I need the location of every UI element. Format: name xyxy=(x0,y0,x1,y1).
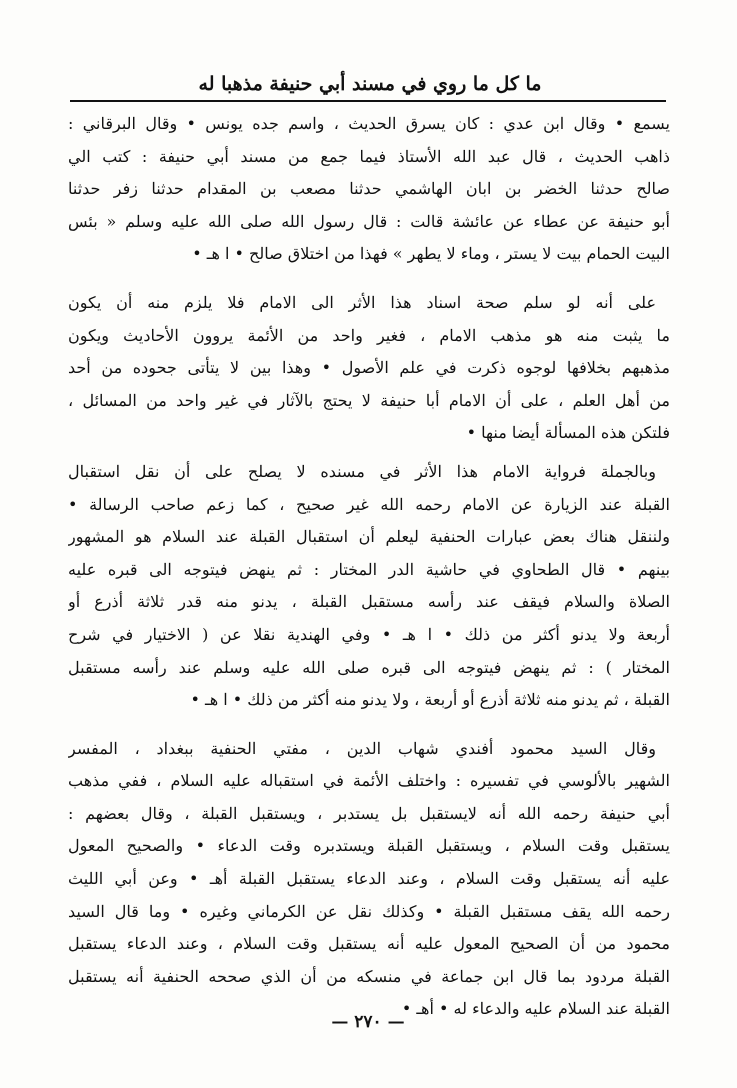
paragraph-3 xyxy=(68,456,670,717)
paragraph-2 xyxy=(68,287,670,450)
text-line: عليه أنه يستقبل وقت السلام ، وعند الدعاء يستقبل القبلة أهـ • وعن أبي الليث xyxy=(68,869,670,889)
text-line: على أنه لو سلم صحة اسناد هذا الأثر الى الامام فلا يلزم منه أن يكون xyxy=(68,292,656,312)
text-line: المختار ) : ثم ينهض فيتوجه الى قبره صلى الله عليه وسلم عند رأسه مستقبل xyxy=(68,657,670,677)
paragraph-4 xyxy=(68,733,670,1026)
text-line: ولننقل هناك بعض عبارات الحنفية ليعلم أن استقبال القبلة عند السلام هو المشهور xyxy=(68,527,670,547)
text-line: البيت الحمام بيت لا يستر ، وماء لا يطهر » فهذا من اختلاق صالح • ا هـ • xyxy=(192,244,670,264)
running-title: ما كل ما روي في مسند أبي حنيفة مذهبا له xyxy=(198,73,542,95)
text-line: ما يثبت منه هو مذهب الامام ، فغير واحد من الأئمة يروون الأحاديث ويكون xyxy=(68,325,670,345)
text-line: أبو حنيفة عن عطاء عن عائشة قالت : قال رسول الله صلى الله عليه وسلم « بئس xyxy=(68,211,670,231)
text-line: صالح حدثنا الخضر بن ابان الهاشمي حدثنا مصعب بن المقدام حدثنا زفر حدثنا xyxy=(68,179,670,199)
text-line: القبلة مردود بما قال ابن جماعة في منسكه من أن الذي صححه الحنفية أنه يستقبل xyxy=(68,966,670,986)
paragraph-1 xyxy=(68,108,670,271)
text-line: وبالجملة فرواية الامام هذا الأثر في مسنده لا يصلح على أن نقل استقبال xyxy=(68,461,656,481)
text-line: القبلة عند السلام عليه والدعاء له • أهـ • xyxy=(401,999,670,1019)
paragraph-gap xyxy=(68,271,670,287)
text-line: يستقبل وقت السلام ، ويستقبل القبلة ويستدبره وقت الدعاء • والصحيح المعول xyxy=(68,836,670,856)
text-line: وقال السيد محمود أفندي شهاب الدين ، مفتي الحنفية ببغداد ، المفسر xyxy=(68,738,656,758)
page-number: — ٢٧٠ — xyxy=(331,1012,405,1032)
text-line: محمود من أن الصحيح المعول عليه أنه يستقبل وقت السلام ، وعند الدعاء يستقبل xyxy=(68,934,670,954)
text-line: فلتكن هذه المسألة أيضا منها • xyxy=(466,423,670,443)
text-line: من أهل العلم ، على أن الامام أبا حنيفة لا يحتج بالآثار في غير واحد من المسائل ، xyxy=(68,390,670,410)
text-line: ذاهب الحديث ، قال عبد الله الأستاذ فيما جمع من مسند أبي حنيفة : كتب الي xyxy=(68,146,670,166)
body-text xyxy=(68,108,670,1026)
text-line: رحمه الله يقف مستقبل القبلة • وكذلك نقل عن الكرماني وغيره • وما قال السيد xyxy=(68,901,670,921)
text-line: الشهير بالألوسي في تفسيره : واختلف الأئمة في استقباله عليه السلام ، ففي مذهب xyxy=(68,771,670,791)
text-line: أبي حنيفة رحمه الله أنه لايستقبل بل يستدبر ، ويستقبل القبلة ، وقال بعضهم : xyxy=(68,803,670,823)
text-line: أربعة ولا يدنو أكثر من ذلك • ا هـ • وفي الهندية نقلا عن ( الاختيار في شرح xyxy=(68,624,670,644)
title-rule xyxy=(70,100,666,102)
text-line: القبلة ، ثم يدنو منه ثلاثة أذرع أو أربعة ، ولا يدنو منه أكثر من ذلك • ا هـ • xyxy=(190,690,670,710)
text-line: مذهبهم بخلافها لوجوه ذكرت في علم الأصول • وهذا بين لا يتأتى جحوده من أحد xyxy=(68,358,670,378)
text-line: القبلة عند الزيارة عن الامام رحمه الله غير صحيح ، كما زعم صاحب الرسالة • xyxy=(68,494,670,514)
paragraph-gap xyxy=(68,717,670,733)
text-line: الصلاة والسلام فيقف عند رأسه مستقبل القبلة ، يدنو منه قدر ثلاثة أذرع أو xyxy=(68,592,670,612)
text-line: يسمع • وقال ابن عدي : كان يسرق الحديث ، واسم جده يونس • وقال البرقاني : xyxy=(68,114,670,133)
text-line: بينهم • قال الطحاوي في حاشية الدر المختار : ثم ينهض فيتوجه الى قبره عليه xyxy=(68,559,670,579)
